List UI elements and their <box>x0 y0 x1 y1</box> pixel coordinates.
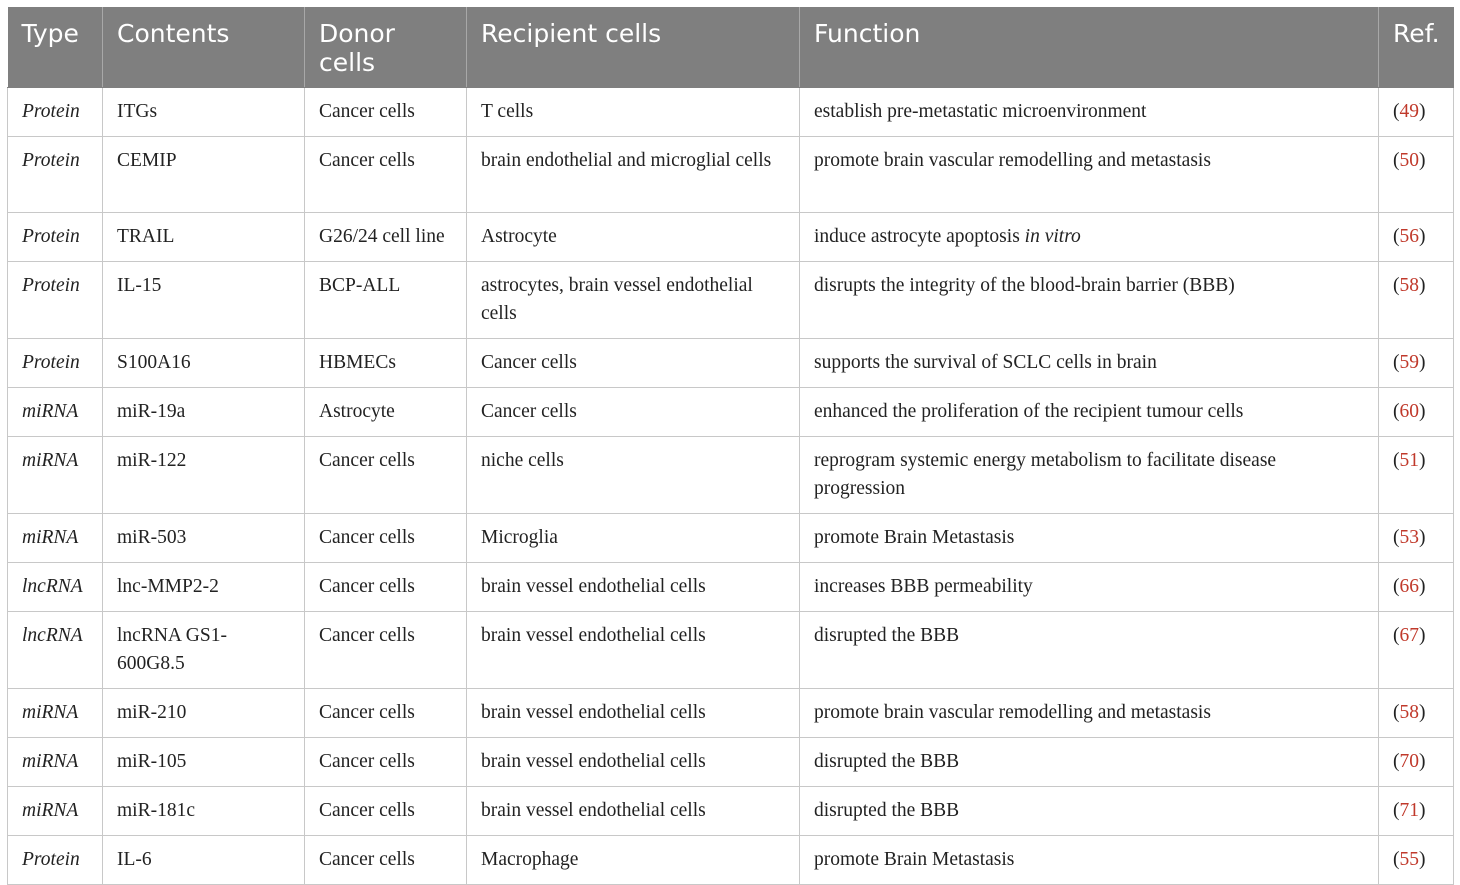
cell-ref: (51) <box>1379 437 1454 514</box>
ref-link[interactable]: 53 <box>1399 527 1419 548</box>
header-ref: Ref. <box>1379 7 1454 88</box>
cell-type: Protein <box>8 137 103 213</box>
ref-link[interactable]: 60 <box>1399 401 1419 422</box>
cell-ref: (59) <box>1379 339 1454 388</box>
cell-contents: TRAIL <box>103 213 305 262</box>
header-contents: Contents <box>103 7 305 88</box>
cell-donor: Cancer cells <box>305 612 467 689</box>
cell-contents: miR-503 <box>103 514 305 563</box>
ref-link[interactable]: 58 <box>1399 275 1419 296</box>
cell-type: miRNA <box>8 738 103 787</box>
ref-link[interactable]: 66 <box>1399 576 1419 597</box>
cell-donor: Astrocyte <box>305 388 467 437</box>
cell-ref: (49) <box>1379 88 1454 137</box>
function-text: disrupts the integrity of the blood-brain barrier (BBB) <box>814 275 1235 296</box>
table-row <box>8 738 1454 787</box>
cell-type: miRNA <box>8 514 103 563</box>
ref-link[interactable]: 59 <box>1399 352 1419 373</box>
cell-function <box>800 612 1379 689</box>
cell-type: miRNA <box>8 388 103 437</box>
cell-function <box>800 689 1379 738</box>
cell-recipient: brain vessel endothelial cells <box>467 689 800 738</box>
cell-contents: miR-19a <box>103 388 305 437</box>
cell-donor: BCP-ALL <box>305 262 467 339</box>
cell-donor: HBMECs <box>305 339 467 388</box>
cell-recipient: brain endothelial and microglial cells <box>467 137 800 213</box>
ref-link[interactable]: 71 <box>1399 800 1419 821</box>
cell-type: Protein <box>8 339 103 388</box>
table-row <box>8 339 1454 388</box>
cell-recipient: Cancer cells <box>467 388 800 437</box>
cell-donor: Cancer cells <box>305 787 467 836</box>
cell-function <box>800 437 1379 514</box>
table-row <box>8 137 1454 213</box>
cell-donor: Cancer cells <box>305 738 467 787</box>
cell-recipient: Astrocyte <box>467 213 800 262</box>
cell-function <box>800 339 1379 388</box>
cell-donor: G26/24 cell line <box>305 213 467 262</box>
cell-ref: (66) <box>1379 563 1454 612</box>
cell-recipient: brain vessel endothelial cells <box>467 787 800 836</box>
function-italic-text: in vitro <box>1024 226 1081 247</box>
cell-ref: (60) <box>1379 388 1454 437</box>
cell-recipient: Cancer cells <box>467 339 800 388</box>
cell-contents: S100A16 <box>103 339 305 388</box>
cell-function <box>800 88 1379 137</box>
table-row <box>8 88 1454 137</box>
cell-type: miRNA <box>8 689 103 738</box>
cell-recipient: brain vessel endothelial cells <box>467 563 800 612</box>
cell-function <box>800 213 1379 262</box>
table-row <box>8 612 1454 689</box>
ref-link[interactable]: 55 <box>1399 849 1419 870</box>
cell-contents: miR-105 <box>103 738 305 787</box>
ref-link[interactable]: 67 <box>1399 625 1419 646</box>
cell-function <box>800 787 1379 836</box>
cell-donor: Cancer cells <box>305 137 467 213</box>
table-row <box>8 787 1454 836</box>
table-row <box>8 836 1454 885</box>
cell-contents: IL-15 <box>103 262 305 339</box>
cell-recipient: astrocytes, brain vessel endothelial cells <box>467 262 800 339</box>
header-row <box>8 7 1454 88</box>
cell-donor: Cancer cells <box>305 836 467 885</box>
function-text: promote brain vascular remodelling and metastasis <box>814 150 1211 171</box>
cell-ref: (67) <box>1379 612 1454 689</box>
ref-link[interactable]: 51 <box>1399 450 1419 471</box>
table-row <box>8 563 1454 612</box>
cell-contents: IL-6 <box>103 836 305 885</box>
cell-type: Protein <box>8 836 103 885</box>
function-text: disrupted the BBB <box>814 625 960 646</box>
ref-link[interactable]: 49 <box>1399 101 1419 122</box>
header-type: Type <box>8 7 103 88</box>
cell-function <box>800 514 1379 563</box>
cell-contents: miR-122 <box>103 437 305 514</box>
function-text: reprogram systemic energy metabolism to facilitate disease progression <box>814 450 1277 499</box>
cell-donor: Cancer cells <box>305 88 467 137</box>
function-text: disrupted the BBB <box>814 800 960 821</box>
cell-recipient: T cells <box>467 88 800 137</box>
cell-function <box>800 388 1379 437</box>
table-row <box>8 262 1454 339</box>
function-text: induce astrocyte apoptosis <box>814 226 1025 247</box>
cell-recipient: brain vessel endothelial cells <box>467 738 800 787</box>
function-text: establish pre-metastatic microenvironment <box>814 101 1147 122</box>
cell-contents: miR-181c <box>103 787 305 836</box>
header-donor-cells: Donor cells <box>305 7 467 88</box>
table-row <box>8 213 1454 262</box>
exosome-table-container <box>7 7 1453 885</box>
cell-donor: Cancer cells <box>305 689 467 738</box>
table-row <box>8 689 1454 738</box>
cell-function <box>800 137 1379 213</box>
header-function: Function <box>800 7 1379 88</box>
cell-type: miRNA <box>8 787 103 836</box>
cell-type: lncRNA <box>8 563 103 612</box>
function-text: enhanced the proliferation of the recipient tumour cells <box>814 401 1244 422</box>
function-text: increases BBB permeability <box>814 576 1033 597</box>
cell-ref: (58) <box>1379 689 1454 738</box>
cell-type: Protein <box>8 262 103 339</box>
cell-ref: (71) <box>1379 787 1454 836</box>
cell-donor: Cancer cells <box>305 437 467 514</box>
cell-function <box>800 563 1379 612</box>
cell-contents: lnc-MMP2-2 <box>103 563 305 612</box>
table-row <box>8 388 1454 437</box>
cell-recipient: Microglia <box>467 514 800 563</box>
table-row <box>8 514 1454 563</box>
function-text: disrupted the BBB <box>814 751 960 772</box>
cell-type: Protein <box>8 88 103 137</box>
cell-contents: miR-210 <box>103 689 305 738</box>
cell-donor: Cancer cells <box>305 514 467 563</box>
function-text: promote brain vascular remodelling and metastasis <box>814 702 1211 723</box>
cell-ref: (55) <box>1379 836 1454 885</box>
ref-link[interactable]: 50 <box>1399 150 1419 171</box>
cell-type: lncRNA <box>8 612 103 689</box>
ref-link[interactable]: 58 <box>1399 702 1419 723</box>
cell-donor: Cancer cells <box>305 563 467 612</box>
cell-type: miRNA <box>8 437 103 514</box>
cell-recipient: niche cells <box>467 437 800 514</box>
cell-contents: ITGs <box>103 88 305 137</box>
cell-ref: (53) <box>1379 514 1454 563</box>
cell-contents: CEMIP <box>103 137 305 213</box>
ref-link[interactable]: 70 <box>1399 751 1419 772</box>
cell-ref: (56) <box>1379 213 1454 262</box>
cell-ref: (70) <box>1379 738 1454 787</box>
cell-recipient: Macrophage <box>467 836 800 885</box>
ref-link[interactable]: 56 <box>1399 226 1419 247</box>
table-row <box>8 437 1454 514</box>
cell-type: Protein <box>8 213 103 262</box>
exosome-contents-table <box>7 7 1454 885</box>
cell-function <box>800 738 1379 787</box>
cell-contents: lncRNA GS1-600G8.5 <box>103 612 305 689</box>
function-text: promote Brain Metastasis <box>814 527 1015 548</box>
function-text: promote Brain Metastasis <box>814 849 1015 870</box>
cell-function <box>800 836 1379 885</box>
cell-recipient: brain vessel endothelial cells <box>467 612 800 689</box>
cell-function <box>800 262 1379 339</box>
cell-ref: (58) <box>1379 262 1454 339</box>
table-body <box>8 88 1454 885</box>
cell-ref: (50) <box>1379 137 1454 213</box>
function-text: supports the survival of SCLC cells in brain <box>814 352 1157 373</box>
table-header <box>8 7 1454 88</box>
header-recipient-cells: Recipient cells <box>467 7 800 88</box>
